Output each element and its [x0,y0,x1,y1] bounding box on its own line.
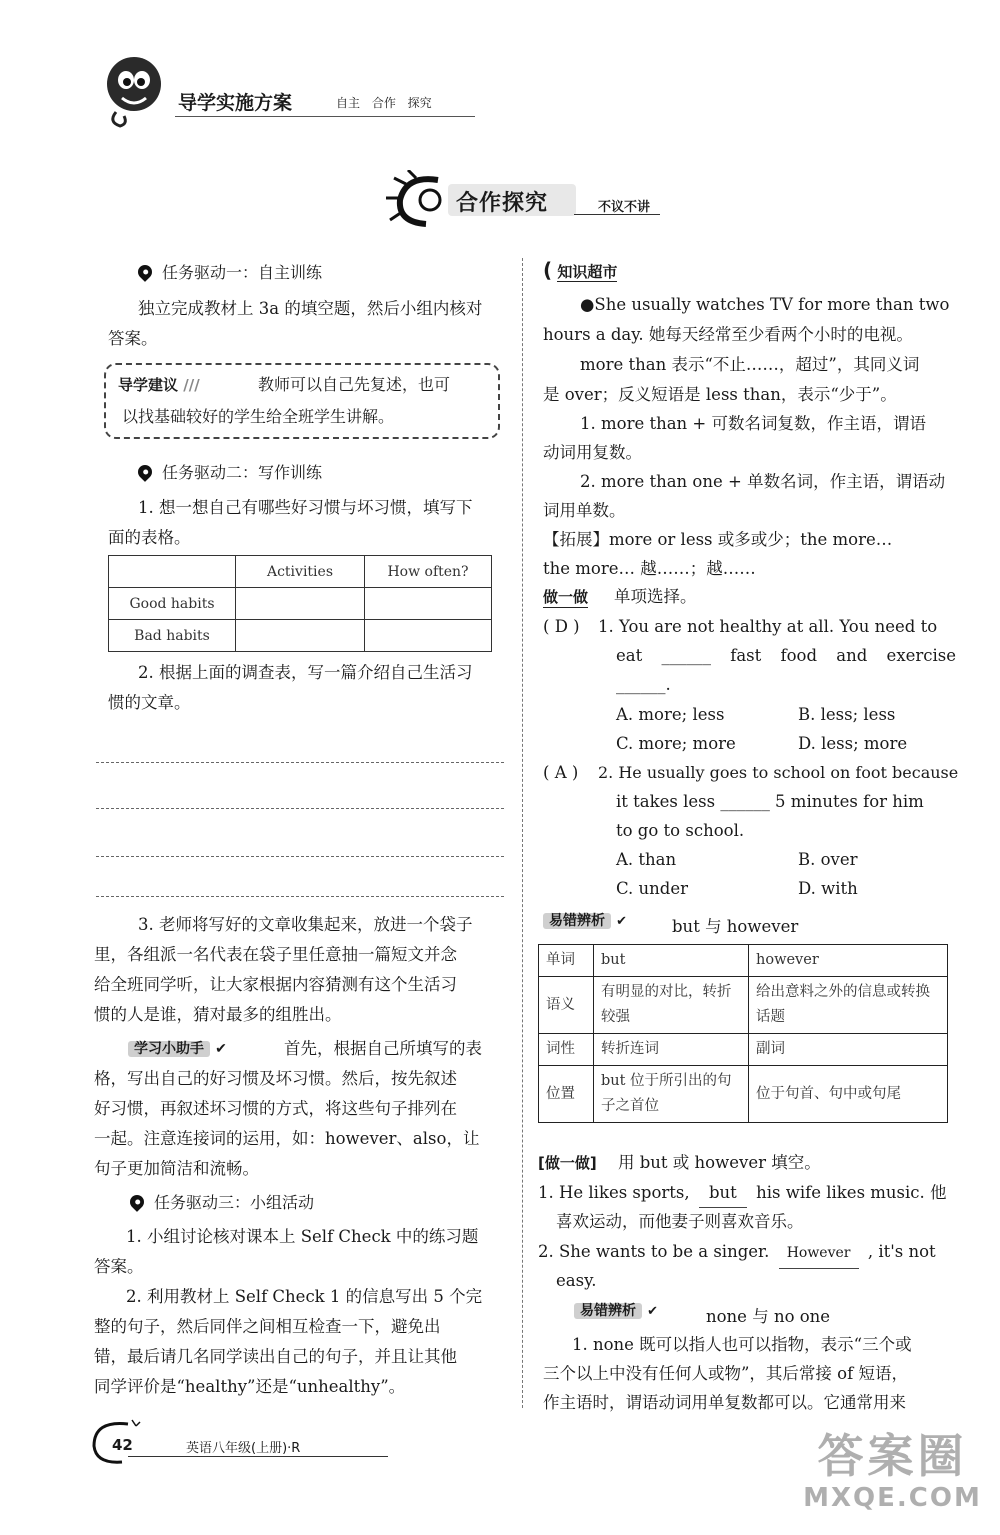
q2-option-b[interactable]: B. over [798,850,858,869]
ex2-q1-text: 1. He likes sports, [538,1183,690,1202]
q2-line-2: it takes less ______ 5 minutes for him [616,792,924,811]
error-2-line-2: 三个以上中没有任何人或物”，其后常接 of 短语， [543,1364,908,1383]
table-cell: 给出意料之外的信息或转换话题 [749,977,948,1034]
q1-line-2: eat ______ fast food and exercise [616,646,957,665]
q1-line-1: 1. You are not healthy at all. You need to [598,617,938,636]
table-cell: but [594,945,749,977]
task-3-line-1: 1. 小组讨论核对课本上 Self Check 中的练习题 [126,1227,479,1246]
q1-line-3: ______. [616,675,671,694]
market-line-5: 1. more than + 可数名词复数，作主语，谓语 [580,414,927,433]
market-line-3: more than 表示“不止……，超过”，其同义词 [580,355,920,374]
table-cell: 有明显的对比，转折较强 [594,977,749,1034]
task-2-q2-line-2: 惯的文章。 [108,693,191,712]
ex2-q2-line-1 [538,1237,936,1269]
q2-answer: A [554,763,567,782]
q2-option-c[interactable]: C. under [616,879,688,898]
location-pin-icon [127,1192,147,1212]
watermark-logo [800,1430,985,1525]
column-divider [522,258,523,1408]
ex2-q1-line-2: 喜欢运动，而他妻子则喜欢音乐。 [556,1212,804,1231]
helper-line-2: 格，写出自己的好习惯及坏习惯。然后，按先叙述 [94,1069,457,1088]
exercise-2-tag-label: 做一做 [544,1154,590,1172]
task-1-heading [138,260,322,283]
exercise-2-tag: [做一做] [538,1154,597,1172]
helper-tag-label: 学习小助手 [128,1041,210,1057]
habits-header-activities: Activities [236,556,365,588]
section-subtitle: 不议不讲 [598,200,651,215]
exercise-1-tag: 做一做 [543,588,589,606]
table-cell: 语义 [539,977,594,1034]
error-1-tag-label: 易错辨析 [543,913,611,929]
habits-row-bad: Bad habits [109,620,236,652]
section-title: 合作探究 [456,191,549,216]
task-2-q3-line-1: 3. 老师将写好的文章收集起来，放进一个袋子 [138,915,473,934]
habits-table [108,555,492,652]
q1-option-d[interactable]: D. less; more [798,734,908,753]
ex2-q1-line-1 [538,1178,947,1208]
watermark-line-1: 答案圈 [817,1429,968,1483]
habits-header-empty [109,556,236,588]
advice-tag-label: 导学建议 [118,376,179,394]
q1-option-c[interactable]: C. more; more [616,734,736,753]
q1-option-a[interactable]: A. more; less [616,705,725,724]
market-line-6: 动词用复数。 [543,443,642,462]
advice-line-2: 以找基础较好的学生给全班学生讲解。 [122,407,395,426]
section-rule [574,214,660,215]
ex2-q2-text-2: , it's not [867,1242,936,1261]
q2-answer-bracket[interactable]: ( A ) [543,763,579,782]
task-2-q1-line-1: 1. 想一想自己有哪些好习惯与坏习惯，填写下 [138,498,473,517]
q1-option-b[interactable]: B. less; less [798,705,896,724]
q2-option-d[interactable]: D. with [798,879,858,898]
q2-line-1: 2. He usually goes to school on foot because [598,763,959,782]
location-pin-icon [135,262,155,282]
market-line-9: 【拓展】more or less 或多或少；the more… [543,530,893,549]
task-2-heading [138,460,322,483]
footer-rule [128,1456,388,1457]
task-3-heading [130,1190,314,1213]
ex2-q1-blank[interactable]: but [699,1178,747,1208]
ex2-q2-line-2: easy. [556,1271,597,1290]
helper-tag [128,1038,227,1058]
task-3-line-4: 整的句子，然后同伴之间相互检查一下，避免出 [94,1317,441,1336]
check-arrow-icon: ✔ [616,914,627,929]
task-2-q2-line-1: 2. 根据上面的调查表，写一篇介绍自己生活习 [138,663,473,682]
error-2-tag-label: 易错辨析 [574,1303,642,1319]
market-line-10: the more… 越……；越…… [543,559,756,578]
watermark-line-2: MXQE.COM [803,1483,982,1513]
book-title: 英语八年级(上册)·R [186,1441,301,1456]
ex2-q2-blank[interactable]: However [779,1239,859,1269]
but-however-table [538,944,948,1123]
habits-cell[interactable] [236,588,365,620]
section-swirl-icon [386,170,456,230]
header-rule [175,116,475,117]
market-line-4: 是 over；反义短语是 less than，表示“少于”。 [543,385,897,404]
table-cell: 副词 [749,1034,948,1066]
market-line-2: hours a day. 她每天经常至少看两个小时的电视。 [543,325,913,344]
writing-line[interactable] [96,856,504,857]
market-line-1: ●She usually watches TV for more than two [580,295,950,314]
market-tag [543,258,617,282]
advice-tag [118,374,200,395]
table-cell: 位置 [539,1066,594,1123]
table-cell: but 位于所引出的句子之首位 [594,1066,749,1123]
error-2-line-1: 1. none 既可以指人也可以指物，表示“三个或 [572,1335,912,1354]
advice-line-1: 教师可以自己先复述，也可 [258,375,451,394]
task-3-line-2: 答案。 [94,1257,144,1276]
exercise-2-instruction: 用 but 或 however 填空。 [618,1153,821,1172]
writing-line[interactable] [96,762,504,763]
task-2-label: 任务驱动二：写作训练 [162,463,323,482]
helper-line-4: 一起。注意连接词的运用，如：however、also，让 [94,1129,480,1148]
error-2-topic: none 与 no one [706,1307,831,1326]
exercise-1-instruction: 单项选择。 [614,587,697,606]
task-3-label: 任务驱动三：小组活动 [154,1193,315,1212]
check-arrow-icon: ✔ [215,1041,227,1057]
helper-line-5: 句子更加简洁和流畅。 [94,1159,259,1178]
table-cell: 转折连词 [594,1034,749,1066]
helper-line-3: 好习惯，再叙述坏习惯的方式，将这些句子排列在 [94,1099,457,1118]
helper-line-1: 首先，根据自己所填写的表 [284,1039,482,1058]
habits-cell[interactable] [365,620,492,652]
q2-option-a[interactable]: A. than [616,850,677,869]
page-number: 42 [112,1436,133,1454]
task-1-line-1: 独立完成教材上 3a 的填空题，然后小组内核对 [138,299,483,318]
task-1-label: 任务驱动一：自主训练 [162,263,323,282]
slash-decoration-icon: /// [183,376,200,394]
writing-line[interactable] [96,808,504,809]
task-2-q3-line-3: 给全班同学听，让大家根据内容猜测有这个生活习 [94,975,457,994]
header-title: 导学实施方案 [178,92,293,114]
habits-cell[interactable] [236,620,365,652]
q1-answer-bracket[interactable]: ( D ) [543,617,580,636]
error-1-topic: but 与 however [672,917,799,936]
habits-row-good: Good habits [109,588,236,620]
task-2-q3-line-2: 里，各组派一名代表在袋子里任意抽一篇短文并念 [94,945,457,964]
mascot-logo [98,50,168,128]
ex2-q2-text: 2. She wants to be a singer. [538,1242,770,1261]
market-line-7: 2. more than one + 单数名词，作主语，谓语动 [580,472,946,491]
market-tag-label: 知识超市 [557,263,618,281]
task-3-line-5: 错，最后请几名同学读出自己的句子，并且让其他 [94,1347,457,1366]
writing-line[interactable] [96,896,504,897]
table-cell: 词性 [539,1034,594,1066]
q2-line-3: to go to school. [616,821,745,840]
table-cell: 单词 [539,945,594,977]
table-cell: however [749,945,948,977]
error-2-line-3: 作主语时，谓语动词用单复数都可以。它通常用来 [543,1393,906,1412]
check-arrow-icon: ✔ [647,1304,658,1319]
task-2-q3-line-4: 惯的人是谁，猜对最多的组胜出。 [94,1005,342,1024]
table-cell: 位于句首、句中或句尾 [749,1066,948,1123]
habits-header-how-often: How often? [365,556,492,588]
task-3-line-3: 2. 利用教材上 Self Check 1 的信息写出 5 个完 [126,1287,483,1306]
market-line-8: 词用单数。 [543,501,626,520]
habits-cell[interactable] [365,588,492,620]
task-3-line-6: 同学评价是“healthy”还是“unhealthy”。 [94,1377,406,1396]
q1-answer: D [554,617,568,636]
ex2-q1-text-2: his wife likes music. 他 [756,1183,947,1202]
bracket-icon: ( [543,258,553,282]
header-subtitle: 自主 合作 探究 [336,96,432,110]
location-pin-icon [135,462,155,482]
task-2-q1-line-2: 面的表格。 [108,528,191,547]
error-2-tag [574,1300,658,1320]
error-1-tag [543,910,627,930]
task-1-line-2: 答案。 [108,329,158,348]
